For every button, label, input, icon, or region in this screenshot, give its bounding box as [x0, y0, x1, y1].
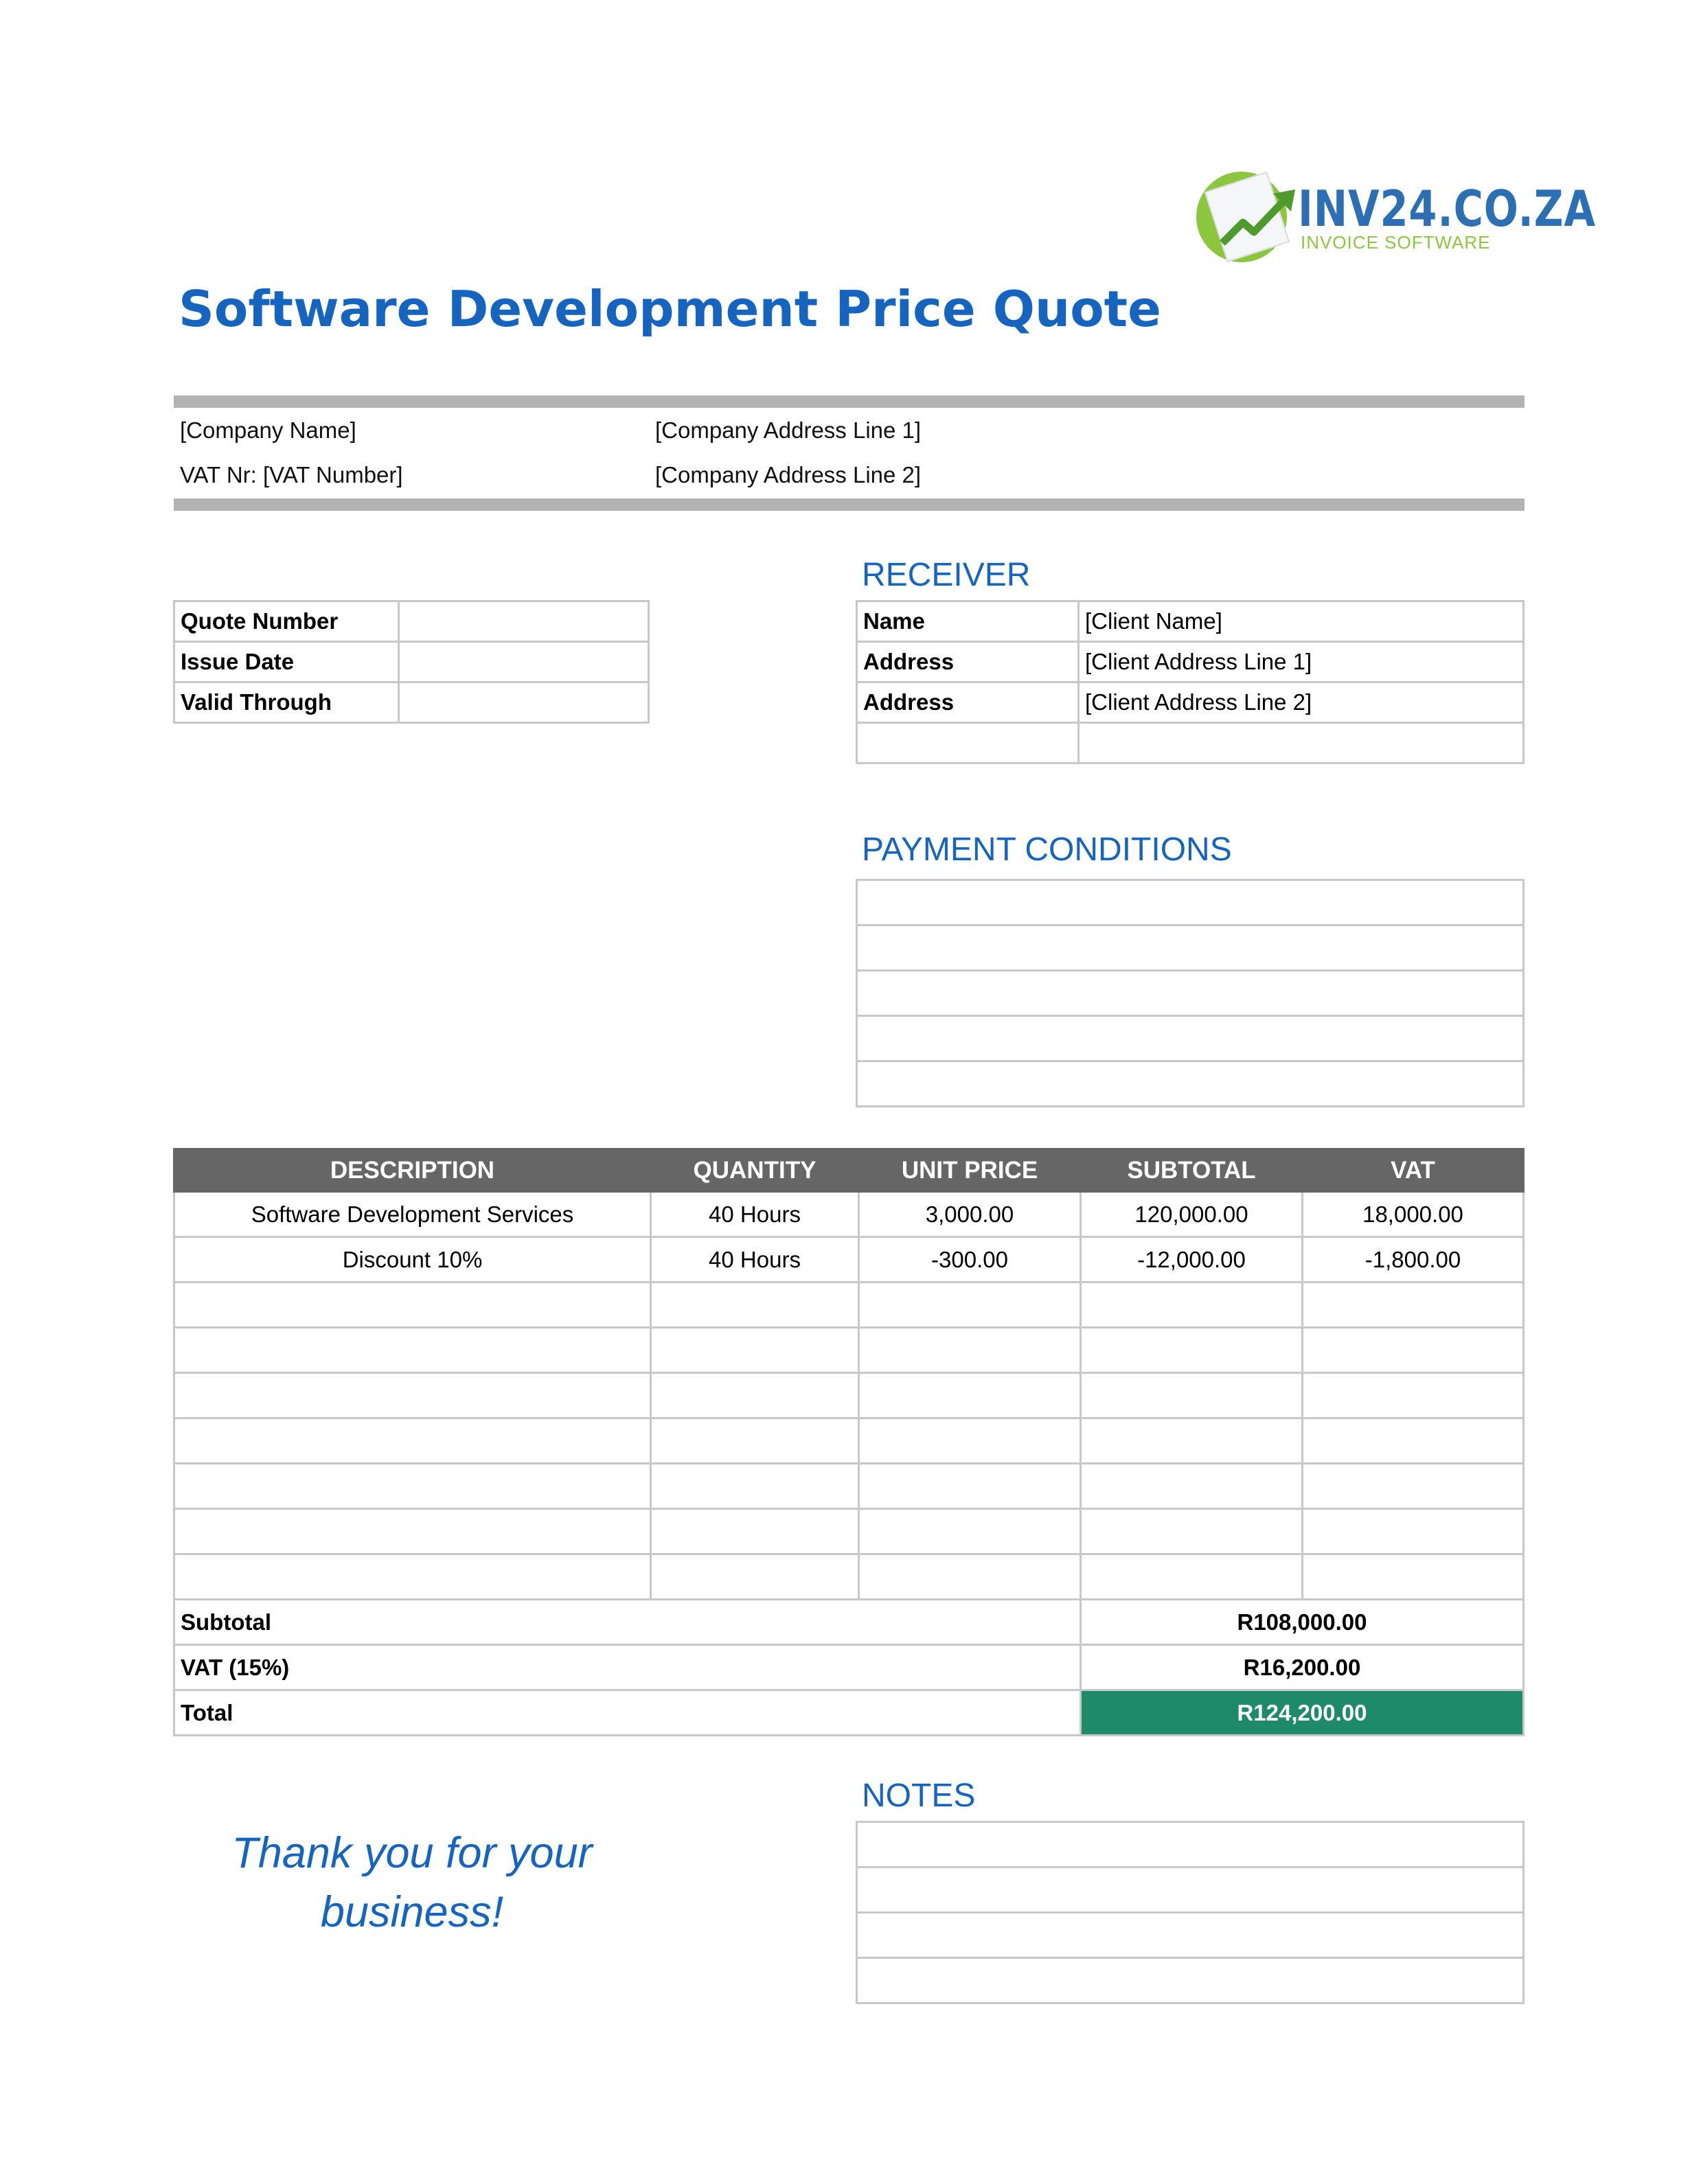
item-vat[interactable]: 18,000.00: [1303, 1192, 1524, 1237]
empty-cell[interactable]: [651, 1328, 859, 1373]
item-subtotal[interactable]: 120,000.00: [1081, 1192, 1303, 1237]
company-address-1[interactable]: [Company Address Line 1]: [655, 417, 922, 443]
vat-row: [174, 1645, 1524, 1690]
table-row: [174, 1373, 1524, 1418]
subtotal-value: R108,000.00: [1081, 1600, 1524, 1645]
empty-cell[interactable]: [1303, 1418, 1524, 1464]
vat-value: R16,200.00: [1081, 1645, 1524, 1690]
receiver-name-field[interactable]: [Client Name]: [1079, 601, 1524, 642]
item-description[interactable]: Software Development Services: [174, 1192, 651, 1237]
empty-cell[interactable]: [174, 1554, 651, 1600]
receiver-extra-field[interactable]: [1079, 723, 1524, 763]
item-unit-price[interactable]: 3,000.00: [859, 1192, 1081, 1237]
total-row: [174, 1690, 1524, 1736]
valid-through-field[interactable]: [399, 682, 649, 723]
notes-line[interactable]: [857, 1822, 1524, 1867]
items-table: [173, 1148, 1525, 1736]
receiver-address-label-2: Address: [857, 682, 1079, 723]
col-vat: VAT: [1303, 1149, 1524, 1192]
table-row: [174, 1192, 1524, 1237]
empty-cell[interactable]: [651, 1509, 859, 1554]
page-title: Software Development Price Quote: [179, 280, 1161, 338]
empty-cell[interactable]: [174, 1328, 651, 1373]
empty-cell[interactable]: [651, 1554, 859, 1600]
logo-tagline: INVOICE SOFTWARE: [1301, 232, 1491, 253]
empty-cell[interactable]: [651, 1373, 859, 1418]
empty-cell[interactable]: [859, 1373, 1081, 1418]
quote-number-field[interactable]: [399, 601, 649, 642]
table-row: [174, 1418, 1524, 1464]
company-address-2[interactable]: [Company Address Line 2]: [655, 462, 922, 487]
empty-cell[interactable]: [859, 1554, 1081, 1600]
empty-cell[interactable]: [651, 1464, 859, 1509]
item-subtotal[interactable]: -12,000.00: [1081, 1237, 1303, 1283]
quote-number-label: Quote Number: [174, 601, 399, 642]
item-description[interactable]: Discount 10%: [174, 1237, 651, 1283]
item-vat[interactable]: -1,800.00: [1303, 1237, 1524, 1283]
receiver-heading: RECEIVER: [862, 557, 1031, 593]
company-name[interactable]: [Company Name]: [180, 417, 356, 443]
item-unit-price[interactable]: -300.00: [859, 1237, 1081, 1283]
empty-cell[interactable]: [651, 1283, 859, 1328]
quote-info-table: [173, 600, 650, 724]
empty-cell[interactable]: [651, 1418, 859, 1464]
empty-cell[interactable]: [1081, 1283, 1303, 1328]
empty-cell[interactable]: [1081, 1509, 1303, 1554]
empty-cell[interactable]: [1081, 1328, 1303, 1373]
col-description: DESCRIPTION: [174, 1149, 651, 1192]
empty-cell[interactable]: [1303, 1373, 1524, 1418]
thank-you-message: Thank you for your business!: [231, 1829, 593, 1936]
notes-line[interactable]: [857, 1867, 1524, 1913]
total-value: R124,200.00: [1081, 1690, 1524, 1736]
payment-line[interactable]: [857, 971, 1524, 1016]
table-row: [174, 1509, 1524, 1554]
payment-line[interactable]: [857, 1016, 1524, 1061]
empty-cell[interactable]: [174, 1373, 651, 1418]
empty-cell[interactable]: [1081, 1418, 1303, 1464]
receiver-address-label-1: Address: [857, 642, 1079, 682]
empty-cell[interactable]: [174, 1509, 651, 1554]
empty-cell[interactable]: [1303, 1328, 1524, 1373]
issue-date-label: Issue Date: [174, 642, 399, 682]
payment-heading: PAYMENT CONDITIONS: [862, 831, 1232, 868]
bottom-rule: [174, 498, 1525, 511]
valid-through-label: Valid Through: [174, 682, 399, 723]
receiver-address-field-2[interactable]: [Client Address Line 2]: [1079, 682, 1524, 723]
issue-date-field[interactable]: [399, 642, 649, 682]
table-row: [174, 1237, 1524, 1283]
notes-line[interactable]: [857, 1913, 1524, 1958]
empty-cell[interactable]: [1303, 1509, 1524, 1554]
payment-line[interactable]: [857, 1061, 1524, 1107]
item-quantity[interactable]: 40 Hours: [651, 1192, 859, 1237]
table-row: [174, 1283, 1524, 1328]
item-quantity[interactable]: 40 Hours: [651, 1237, 859, 1283]
empty-cell[interactable]: [1081, 1373, 1303, 1418]
receiver-table: [856, 600, 1525, 764]
col-subtotal: SUBTOTAL: [1081, 1149, 1303, 1192]
receiver-name-label: Name: [857, 601, 1079, 642]
empty-cell[interactable]: [859, 1283, 1081, 1328]
empty-cell[interactable]: [1303, 1554, 1524, 1600]
payment-line[interactable]: [857, 880, 1524, 926]
payment-table: [856, 879, 1525, 1107]
empty-cell[interactable]: [174, 1418, 651, 1464]
empty-cell[interactable]: [859, 1328, 1081, 1373]
total-label: Total: [174, 1690, 1081, 1736]
col-quantity: QUANTITY: [651, 1149, 859, 1192]
subtotal-row: [174, 1600, 1524, 1645]
empty-cell[interactable]: [174, 1464, 651, 1509]
notes-heading: NOTES: [862, 1778, 976, 1814]
receiver-extra-label: [857, 723, 1079, 763]
growth-arrow-icon: [1207, 180, 1303, 255]
col-unit-price: UNIT PRICE: [859, 1149, 1081, 1192]
empty-cell[interactable]: [1081, 1554, 1303, 1600]
empty-cell[interactable]: [174, 1283, 651, 1328]
company-vat[interactable]: VAT Nr: [VAT Number]: [180, 462, 403, 487]
table-row: [174, 1554, 1524, 1600]
empty-cell[interactable]: [859, 1464, 1081, 1509]
subtotal-label: Subtotal: [174, 1600, 1081, 1645]
table-row: [174, 1328, 1524, 1373]
empty-cell[interactable]: [1303, 1464, 1524, 1509]
vat-label: VAT (15%): [174, 1645, 1081, 1690]
notes-table: [856, 1821, 1525, 2004]
logo-name: INV24.CO.ZA: [1298, 180, 1596, 238]
payment-line[interactable]: [857, 926, 1524, 971]
empty-cell[interactable]: [859, 1418, 1081, 1464]
empty-cell[interactable]: [1081, 1464, 1303, 1509]
notes-line[interactable]: [857, 1958, 1524, 2003]
receiver-address-field-1[interactable]: [Client Address Line 1]: [1079, 642, 1524, 682]
top-rule: [174, 395, 1525, 408]
table-row: [174, 1464, 1524, 1509]
empty-cell[interactable]: [1303, 1283, 1524, 1328]
empty-cell[interactable]: [859, 1509, 1081, 1554]
